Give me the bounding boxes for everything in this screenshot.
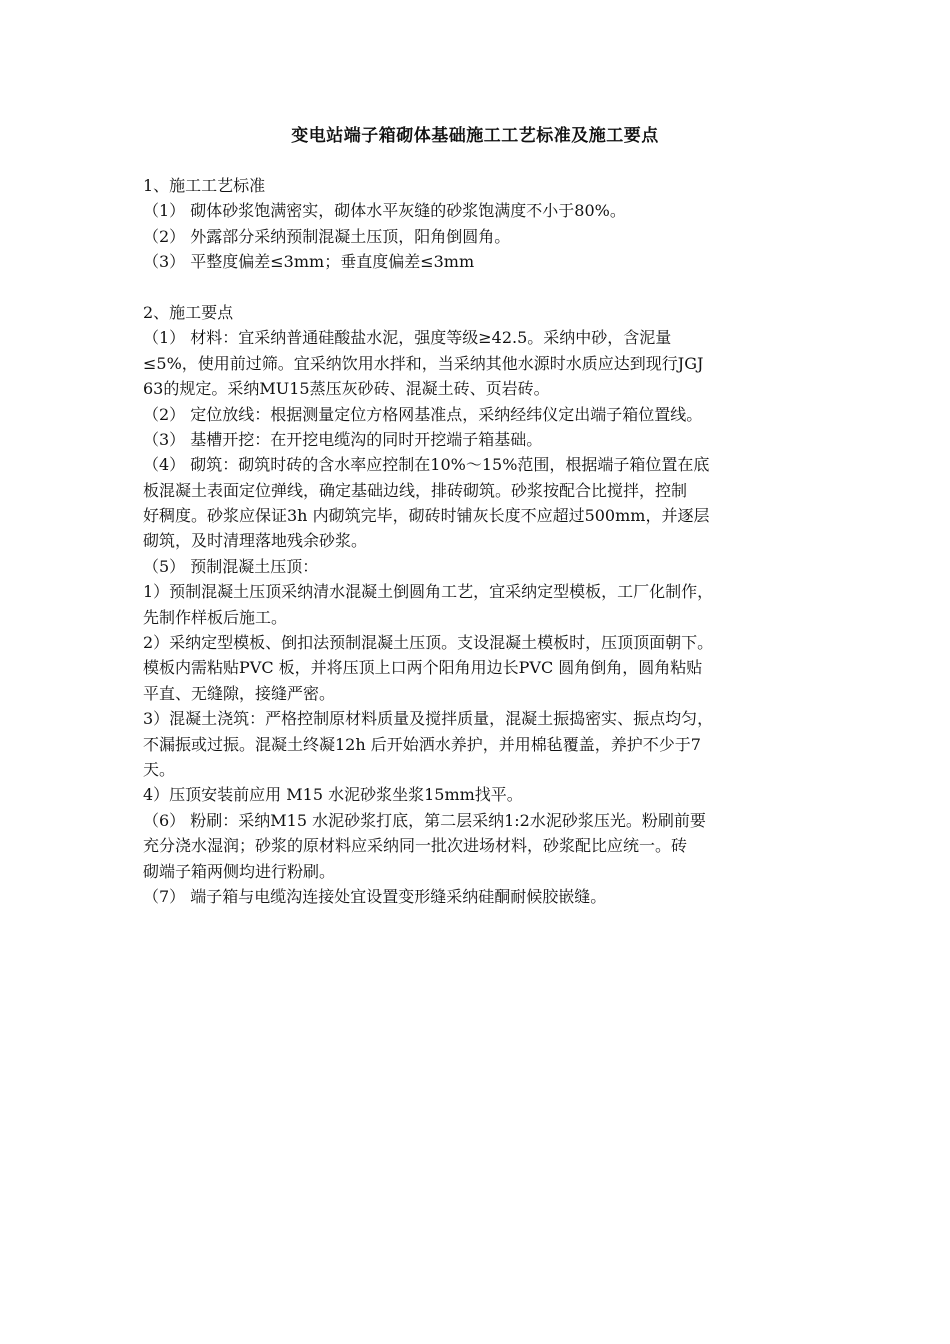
section-2-heading: 2、施工要点 [143, 302, 234, 322]
section-2-line: （5） 预制混凝土压顶： [143, 556, 319, 576]
document-body [143, 173, 833, 909]
section-2-line: 天。 [143, 759, 176, 779]
section-2-line: （1） 材料：宜采纳普通硅酸盐水泥，强度等级≥42.5。采纳中砂，含泥量 [143, 328, 672, 348]
section-1-item-2: （2） 外露部分采纳预制混凝土压顶，阳角倒圆角。 [143, 226, 511, 246]
section-2-line: 砌端子箱两侧均进行粉刷。 [143, 861, 336, 881]
section-2-line: （6） 粉刷：采纳M15 水泥砂浆打底，第二层采纳1:2水泥砂浆压光。粉刷前要 [143, 810, 706, 830]
section-2-line: （7） 端子箱与电缆沟连接处宜设置变形缝采纳硅酮耐候胶嵌缝。 [143, 886, 607, 906]
section-2-line: 4）压顶安装前应用 M15 水泥砂浆坐浆15mm找平。 [143, 785, 523, 805]
section-2-line: 砌筑，及时清理落地残余砂浆。 [143, 531, 368, 551]
section-2-line: （3） 基槽开挖：在开挖电缆沟的同时开挖端子箱基础。 [143, 429, 543, 449]
section-2-line: 模板内需粘贴PVC 板，并将压顶上口两个阳角用边长PVC 圆角倒角，圆角粘贴 [143, 658, 703, 678]
section-2-line: 平直、无缝隙，接缝严密。 [143, 683, 336, 703]
section-1-heading: 1、施工工艺标准 [143, 176, 266, 195]
section-1-item-3: （3） 平整度偏差≤3mm；垂直度偏差≤3mm [143, 252, 475, 272]
section-2-line: 1）预制混凝土压顶采纳清水混凝土倒圆角工艺，宜采纳定型模板，工厂化制作， [143, 582, 714, 602]
section-2-line: 2）采纳定型模板、倒扣法预制混凝土压顶。支设混凝土模板时，压顶顶面朝下。 [143, 633, 714, 653]
document-title: 变电站端子箱砌体基础施工工艺标准及施工要点 [291, 126, 659, 146]
section-2-line: 充分浇水湿润；砂浆的原材料应采纳同一批次进场材料，砂浆配比应统一。砖 [143, 836, 688, 856]
section-2-line: ≤5%，使用前过筛。宜采纳饮用水拌和，当采纳其他水源时水质应达到现行JGJ [143, 353, 704, 373]
section-2-line: 3）混凝土浇筑：严格控制原材料质量及搅拌质量，混凝土振捣密实、振点均匀， [143, 709, 714, 729]
section-2-line: 先制作样板后施工。 [143, 607, 288, 627]
paragraph-spacer [143, 275, 833, 300]
section-2-line: 好稠度。砂浆应保证3h 内砌筑完毕，砌砖时铺灰长度不应超过500mm，并逐层 [143, 506, 710, 526]
section-2-line: （4） 砌筑：砌筑时砖的含水率应控制在10%～15%范围，根据端子箱位置在底 [143, 455, 710, 475]
section-2-line: 63的规定。采纳MU15蒸压灰砂砖、混凝土砖、页岩砖。 [143, 379, 550, 399]
section-1-item-1: （1） 砌体砂浆饱满密实，砌体水平灰缝的砂浆饱满度不小于80%。 [143, 201, 626, 221]
section-2-line: （2） 定位放线：根据测量定位方格网基准点，采纳经纬仪定出端子箱位置线。 [143, 404, 703, 424]
section-2-line: 不漏振或过振。混凝土终凝12h 后开始洒水养护，并用棉毡覆盖，养护不少于7 [143, 734, 701, 754]
section-2-line: 板混凝土表面定位弹线，确定基础边线，排砖砌筑。砂浆按配合比搅拌，控制 [143, 480, 688, 500]
